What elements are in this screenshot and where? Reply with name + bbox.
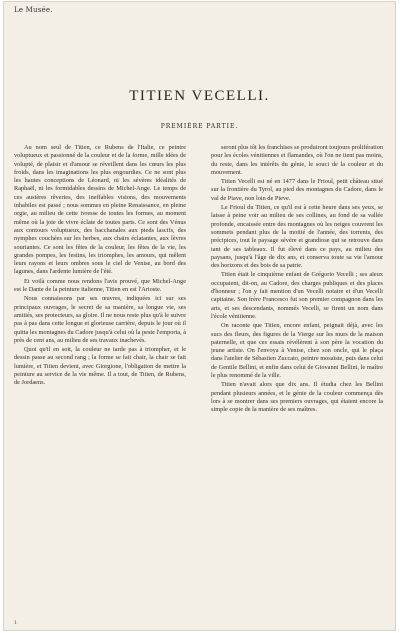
paragraph: seront plus tôt les franchises se produiront toujours prolifération pour les écoles vénitiennes et flamandes, où l'on ne tient pas moins, du reste, dans les intérêts du génie, le souci de la couleur et du mouvement. <box>211 144 383 176</box>
paragraph: Titien n'avait alors que dix ans. Il étudia chez les Bellini pendant plusieurs années, et le génie de la couleur commença dès lors à se montrer dans ses premiers ouvrages, qui étaient encore la simple copie de la manière de ses maîtres. <box>211 381 383 414</box>
running-head: Le Musée. <box>14 6 53 14</box>
paragraph: Nous connaissons par ses œuvres, indiquées ici sur ses principaux ouvrages, le secret de sa manière, sa longue vie, ses amitiés, ses protecteurs, sa gloire. Il ne nous reste plus qu'à le suivre pas à pas dans cette longue et glorieuse carrière, depuis le jour où il quitta les montagnes du Cadore jusqu'à celui où la peste l'emporta, à près de cent ans, au milieu de ses travaux inachevés. <box>14 295 186 344</box>
paragraph: On raconte que Titien, encore enfant, peignait déjà, avec les sucs des fleurs, des figures de la Vierge sur les murs de la maison paternelle, et que ces essais révélèrent à son père la vocation du jeune artiste. On l'envoya à Venise, chez son oncle, qui le plaça dans l'atelier de Sébastien Zuccato, peintre mosaïste, puis dans celui de Gentile Bellini, et enfin dans celui de Giovanni Bellini, le maître le plus renommé de la ville. <box>211 322 383 380</box>
article-subtitle: PREMIÈRE PARTIE. <box>160 123 239 130</box>
article-title: TITIEN VECELLI. <box>129 88 270 104</box>
paragraph: Quoi qu'il en soit, la couleur ne tarde pas à triompher, et le dessin passe au second rang ; la forme se fait chair, la chair se fait lumière, et Titien devient, avec Giorgione, l'obligation de mettre la peinture au service de la vie même. Il a tout, de Titien, de Rubens, de Jordaens. <box>14 346 186 387</box>
paragraph: Le Frioul du Titien, ce qu'il est à cette heure dans ses yeux, se laisse à peine voir au milieu de ses collines, au fond de sa vallée profonde, encaissée entre des montagnes où les neiges couvrent les sommets pendant plus de la moitié de l'année, des torrents, des précipices, tout le paysage sévère et grandiose qui se retrouve dans tant de ses tableaux. Il fut élevé dans ce pays, au milieu des paysans, jusqu'à l'âge de dix ans, et conserva toute sa vie l'amour des horizons et des bois de sa patrie. <box>211 204 383 270</box>
left-column <box>14 144 186 614</box>
paragraph: Au nom seul de Titien, ce Rubens de l'Italie, ce peintre voluptueux et passionné de la couleur et de la forme, mille idées de volupté, de plaisir et d'amour se réveillent dans les cœurs les plus froids, dans les imaginations les plus engourdies. Ce ne sont plus les hautes conceptions de Léonard, ni les sévères idéalités de Raphaël, ni les formidables dessins de Michel-Ange. Le temps de ces austères rêveries, des ineffables visions, des mouvements inhabiles est passé ; nous sommes en pleine Renaissance, en pleine orgie, au milieu de cette ivresse de toutes les formes, au moment même où la joie de vivre éclate de toutes parts. Ce sont des Vénus aux contours voluptueux, des bacchanales aux pieds lascifs, des nymphes couchées sur les herbes, aux chairs éclatantes, aux lèvres souriantes. Ce sont les fêtes de la couleur, les fêtes de la vie, les grandes pompes, les festins, les triomphes, les amours, qui mêlent leurs rayons et leurs ombres sous le ciel de Venise, au bord des lagunes, dans l'ardente lumière de l'été. <box>14 144 186 276</box>
paragraph: Et voilà comme nous rendons l'avis prouvé, que Michel-Ange est le Dante de la peinture italienne, Titien en est l'Arioste. <box>14 277 186 294</box>
document-page <box>4 2 395 630</box>
paragraph: Titien Vecelli est né en 1477 dans le Frioul, petit château situé sur la frontière du Tyrol, au pied des montagnes du Cadore, dans le val de Piave, non loin de Pieve. <box>211 178 383 202</box>
page-number: 1 <box>14 620 18 626</box>
paragraph: Titien était le cinquième enfant de Grégorio Vecelli ; ses aïeux occupaient, dit-on, au Cadore, des charges publiques et des places d'honneur ; l'on y fait mention d'un Vecelli notaire et d'un Vecelli capitaine. Son frère Francesco fut son premier compagnon dans les arts, et ses descendants, nommés Vecelli, se firent un nom dans l'école vénitienne. <box>211 271 383 320</box>
right-column <box>211 144 383 614</box>
